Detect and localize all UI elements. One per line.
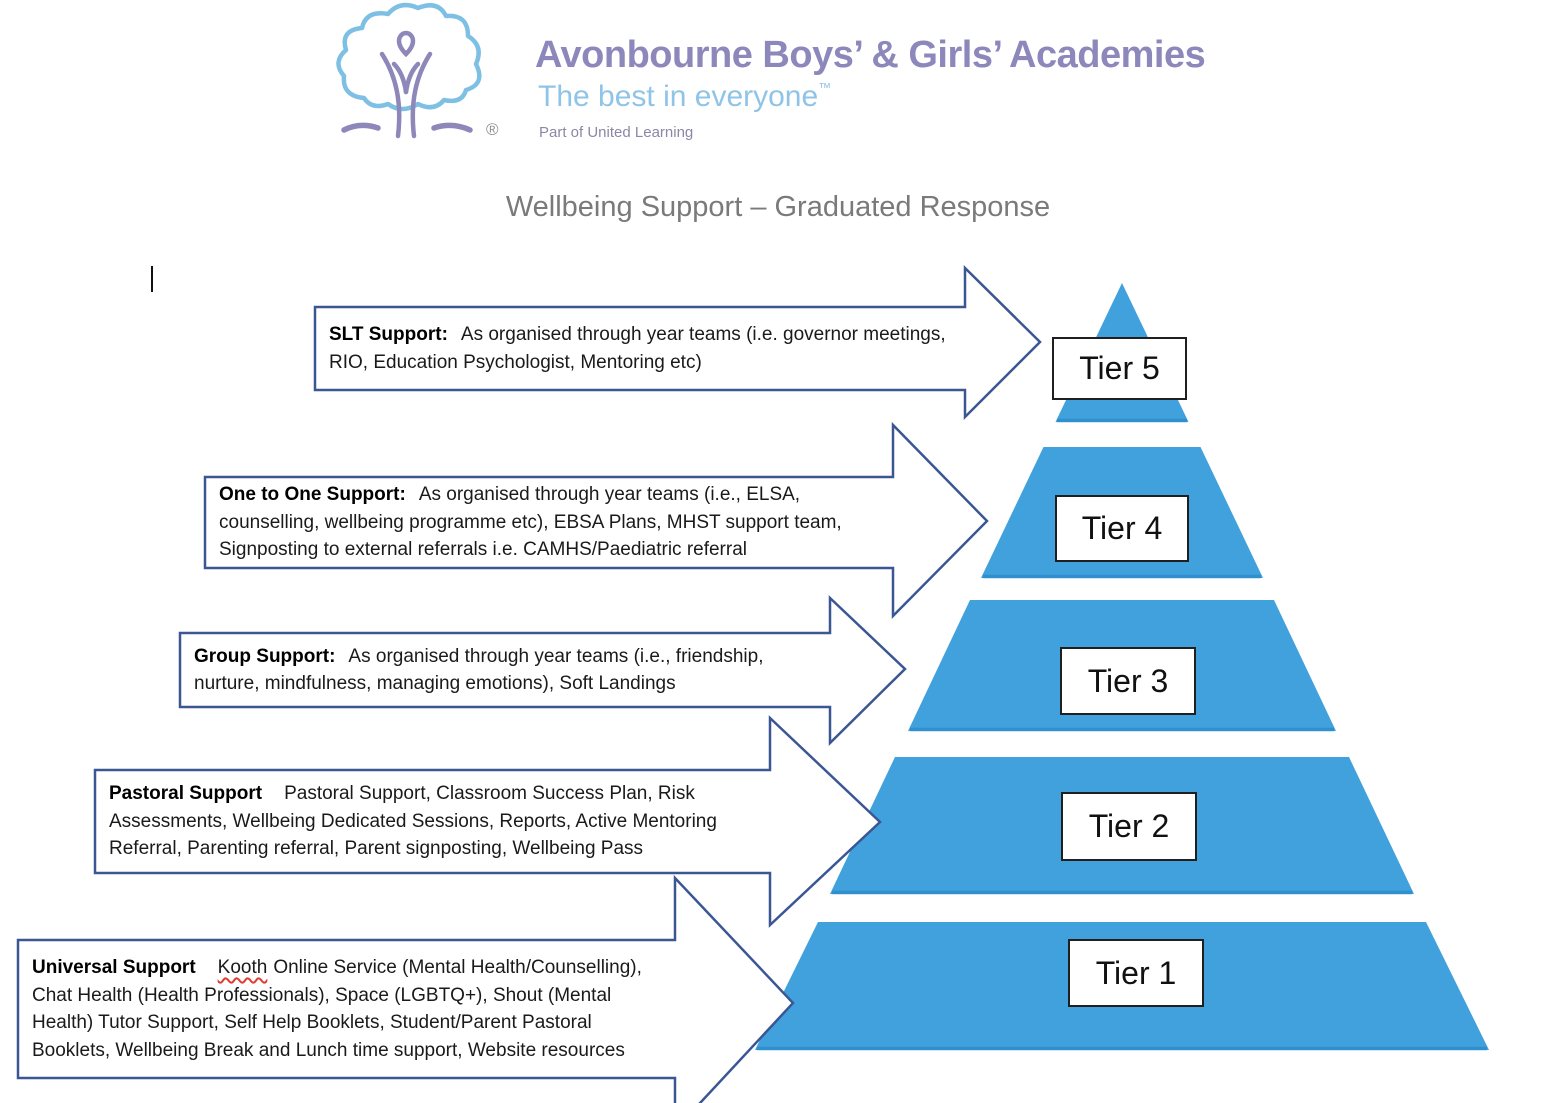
page-title: Wellbeing Support – Graduated Response (505, 191, 1051, 223)
onetoone-support-description: As organised through year teams (i.e., ELSA, counselling, wellbeing programme etc), EBSA Plans, MHST support team, Signposting to external referrals i.e. CAMHS/Paediatric referral (219, 484, 842, 561)
slt-support-label: SLT Support: (329, 324, 448, 345)
group-support-description: As organised through year teams (i.e., friendship, nurture, mindfulness, managing emotions), Soft Landings (194, 645, 764, 694)
arrow-text-onetoone (219, 477, 881, 568)
brand-subtext: Part of United Learning (539, 124, 694, 141)
tier-3-label: Tier 3 (1087, 662, 1169, 699)
tier-4-label: Tier 4 (1081, 510, 1163, 546)
arrow-text-universal (32, 940, 664, 1078)
brand-name: Avonbourne Boys’ & Girls’ Academies (535, 34, 1206, 76)
arrow-text-group (194, 633, 818, 707)
registered-trademark-symbol: ® (486, 120, 499, 139)
misspelled-word: Kooth (217, 957, 268, 978)
universal-support-description: Online Service (Mental Health/Counselling), Chat Health (Health Professionals), Space (LGBTQ+), Shout (Mental Health) Tutor Support, Self Help Booklets, Student/Parent Pastoral Booklets, Wellbeing Break and Lunch time support, Website resources (32, 957, 642, 1061)
tier-4-label-box (1055, 495, 1189, 562)
tier-2-label: Tier 2 (1088, 808, 1170, 844)
slt-support-description: As organised through year teams (i.e. governor meetings, RIO, Education Psychologist, Mentoring etc) (329, 324, 946, 373)
pastoral-support-description: Pastoral Support, Classroom Success Plan, Risk Assessments, Wellbeing Dedicated Sessions, Reports, Active Mentoring Referral, Parenting referral, Parent signposting, Wellbeing Pass (109, 783, 717, 860)
arrow-text-pastoral (109, 770, 759, 873)
tier-3-label-box (1060, 647, 1196, 715)
onetoone-support-label: One to One Support: (219, 484, 406, 506)
universal-support-label: Universal Support (32, 957, 196, 978)
tier-1-label-box (1068, 939, 1204, 1007)
arrow-text-slt (329, 307, 951, 390)
tier-5-label: Tier 5 (1079, 350, 1160, 386)
pastoral-support-label: Pastoral Support (109, 783, 263, 805)
trademark-symbol: ™ (818, 80, 832, 95)
tagline-text: The best in everyone (538, 80, 819, 113)
tier-5-label-box (1052, 337, 1187, 400)
tier-2-label-box (1061, 792, 1197, 861)
group-support-label: Group Support: (194, 645, 336, 667)
tier-1-label: Tier 1 (1095, 954, 1177, 991)
